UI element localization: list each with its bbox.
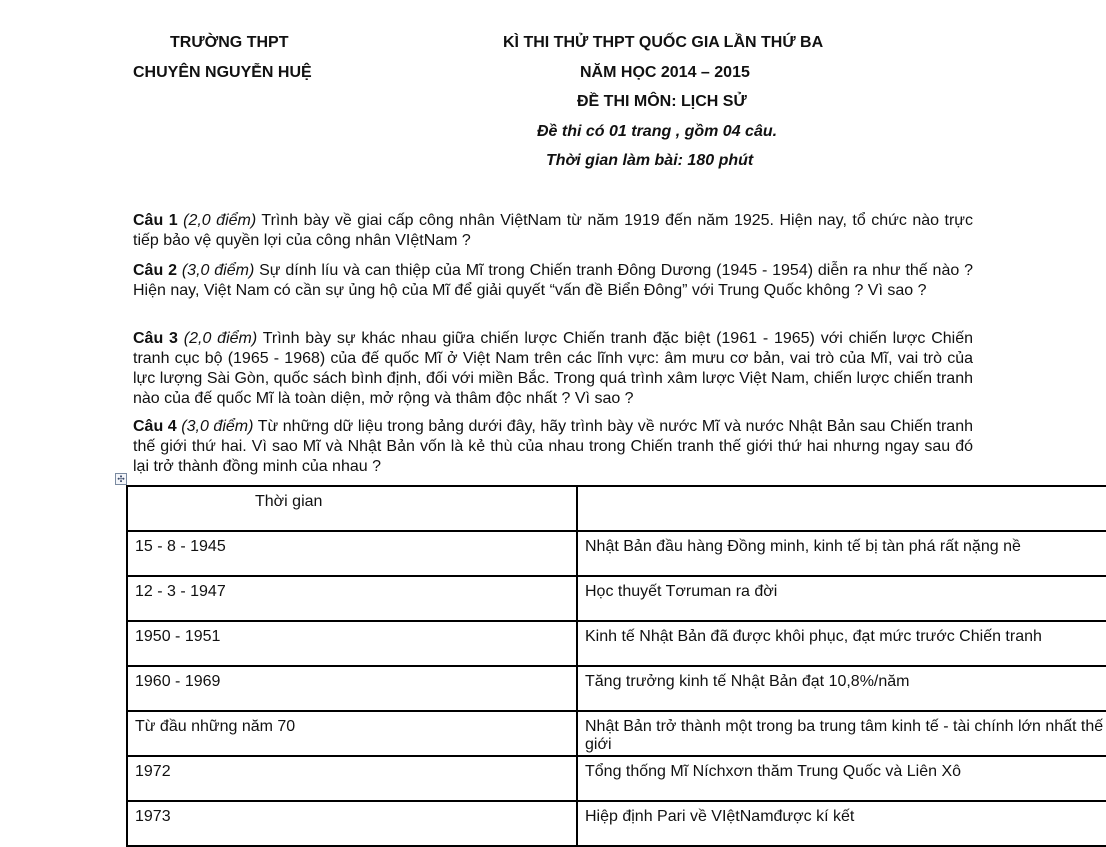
table-cell-event: Nhật Bản trở thành một trong ba trung tâm kinh tế - tài chính lớn nhất thế giới — [577, 711, 1106, 756]
move-handle-icon[interactable]: ✣ — [115, 473, 127, 485]
question-text: Trình bày về giai cấp công nhân ViệtNam từ năm 1919 đến năm 1925. Hiện nay, tổ chức nào trực tiếp bảo vệ quyền lợi của công nhân VIệtNam ? — [133, 212, 974, 249]
table-cell-time: 1960 - 1969 — [127, 666, 577, 711]
question-points: (2,0 điểm) — [183, 330, 258, 347]
table-row — [127, 801, 1106, 846]
table-cell-event: Hiệp định Pari về VIệtNamđược kí kết — [577, 801, 1106, 846]
question-text: Từ những dữ liệu trong bảng dưới đây, hãy trình bày về nước Mĩ và nước Nhật Bản sau Chiến tranh thế giới thứ hai. Vì sao Mĩ và Nhật Bản vốn là kẻ thù của nhau trong Chiến tranh thế giới thứ hai nhưng ngay sau đó lại trở thành đồng minh của nhau ? — [133, 418, 973, 475]
question-label: Câu 3 — [133, 330, 178, 347]
exam-pages-info: Đề thi có 01 trang , gồm 04 câu. — [537, 123, 778, 140]
table-cell-event: Nhật Bản đầu hàng Đồng minh, kinh tế bị tàn phá rất nặng nề — [577, 531, 1106, 576]
table-header-cell: Thời gian — [127, 486, 577, 531]
question-points: (3,0 điểm) — [181, 418, 254, 435]
table-cell-event: Tổng thống Mĩ Níchxơn thăm Trung Quốc và Liên Xô — [577, 756, 1106, 801]
table-cell-event: Tăng trưởng kinh tế Nhật Bản đạt 10,8%/năm — [577, 666, 1106, 711]
question-1 — [133, 211, 973, 251]
table-cell-event: Học thuyết Tơruman ra đời — [577, 576, 1106, 621]
school-name-line2: CHUYÊN NGUYỄN HUỆ — [133, 64, 312, 81]
question-text: Trình bày sự khác nhau giữa chiến lược Chiến tranh đặc biệt (1961 - 1965) với chiến lược Chiến tranh cục bộ (1965 - 1968) của đế quốc Mĩ ở Việt Nam trên các lĩnh vực: âm mưu cơ bản, vai trò của Mĩ, vai trò của lực lượng Sài Gòn, quốc sách bình định, đối với miền Bắc. Trong quá trình xâm lược Việt Nam, chiến lược chiến tranh nào của đế quốc Mĩ là toàn diện, mở rộng và thâm độc nhất ? Vì sao ? — [133, 330, 974, 407]
table-row — [127, 666, 1106, 711]
question-label: Câu 4 — [133, 418, 177, 435]
table-cell-time: 15 - 8 - 1945 — [127, 531, 577, 576]
table-row — [127, 756, 1106, 801]
table-cell-time: 12 - 3 - 1947 — [127, 576, 577, 621]
question-points: (2,0 điểm) — [183, 212, 257, 229]
table-row — [127, 621, 1106, 666]
table-header-cell — [577, 486, 1106, 531]
table-cell-time: 1972 — [127, 756, 577, 801]
question-label: Câu 1 — [133, 212, 178, 229]
question-4 — [133, 417, 973, 477]
table-cell-time: 1973 — [127, 801, 577, 846]
exam-title: KÌ THI THỬ THPT QUỐC GIA LẦN THỨ BA — [503, 34, 824, 51]
question-points: (3,0 điểm) — [181, 262, 255, 279]
table-cell-time: 1950 - 1951 — [127, 621, 577, 666]
question-3 — [133, 329, 973, 409]
school-name-line1: TRƯỜNG THPT — [170, 34, 289, 51]
table-row — [127, 711, 1106, 756]
question-label: Câu 2 — [133, 262, 177, 279]
exam-subject: ĐỀ THI MÔN: LỊCH SỬ — [577, 93, 747, 110]
table-row — [127, 531, 1106, 576]
table-header-row — [127, 486, 1106, 531]
table-cell-event: Kinh tế Nhật Bản đã được khôi phục, đạt mức trước Chiến tranh — [577, 621, 1106, 666]
question-text: Sự dính líu và can thiệp của Mĩ trong Chiến tranh Đông Dương (1945 - 1954) diễn ra như thế nào ? Hiện nay, Việt Nam có cần sự ủng hộ của Mĩ để giải quyết “vấn đề Biển Đông” với Trung Quốc không ? Vì sao ? — [133, 262, 973, 299]
question-2 — [133, 261, 973, 301]
school-year: NĂM HỌC 2014 – 2015 — [580, 64, 750, 81]
timeline-table — [126, 485, 1106, 847]
table-cell-time: Từ đầu những năm 70 — [127, 711, 577, 756]
exam-time-info: Thời gian làm bài: 180 phút — [546, 152, 754, 169]
table-row — [127, 576, 1106, 621]
